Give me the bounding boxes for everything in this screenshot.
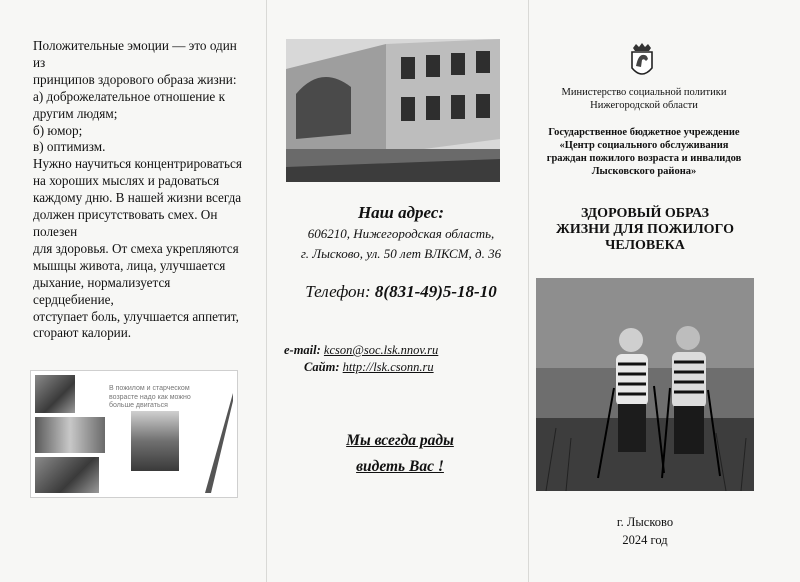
collage-caption: В пожилом и старческом возрасте надо как можно больше двигаться <box>109 385 191 409</box>
collage-photo-2 <box>35 417 105 453</box>
text-line: б) юмор; <box>33 122 83 138</box>
text-line: каждому дню. В нашей жизни всегда <box>33 190 242 206</box>
organization-name: Государственное бюджетное учреждение «Центр социального обслуживания граждан пожилого возраста и инвалидов Лысковского района» <box>546 127 742 177</box>
email-row <box>284 342 524 359</box>
phone <box>266 282 536 302</box>
welcome-line-1: Мы всегда рады <box>346 432 454 449</box>
city-and-year <box>580 513 710 549</box>
positive-emotions-text <box>33 38 253 342</box>
text-line: мышцы живота, лица, улучшается <box>33 257 226 273</box>
collage-photo-3 <box>35 457 99 493</box>
building-photo <box>286 39 500 182</box>
collage-stripe <box>205 393 233 493</box>
email-link[interactable]: kcson@soc.lsk.nnov.ru <box>323 343 439 357</box>
email-label: e-mail: <box>284 343 324 357</box>
brochure-title: ЗДОРОВЫЙ ОБРАЗ ЖИЗНИ ДЛЯ ПОЖИЛОГО ЧЕЛОВЕКА <box>555 206 734 253</box>
text-line: отступает боль, улучшается аппетит, <box>33 308 239 324</box>
coat-of-arms-icon <box>627 42 657 82</box>
phone-number[interactable]: 8(831-49)5-18-10 <box>374 282 497 301</box>
city: г. Лысково <box>616 515 674 529</box>
site-label: Сайт: <box>304 360 343 374</box>
text-line: Нужно научиться концентрироваться <box>33 156 242 172</box>
left-panel <box>0 0 266 582</box>
text-line: другим людям; <box>33 105 118 121</box>
address-line-1: 606210, Нижегородская область, <box>307 226 495 241</box>
text-line: для здоровья. От смеха укрепляются <box>33 240 239 256</box>
collage-photo-4 <box>131 411 179 471</box>
site-row <box>284 359 524 376</box>
text-line: в) оптимизм. <box>33 139 106 155</box>
welcome-line-2: видеть Вас ! <box>356 458 444 475</box>
ministry-name: Министерство социальной политики Нижегородской области <box>561 87 727 111</box>
exercise-collage-image <box>30 370 238 498</box>
text-line: Положительные эмоции — это один <box>33 38 237 53</box>
address-title: Наш адрес: <box>357 203 445 222</box>
text-line: сердцебиение, <box>33 291 114 307</box>
text-line: сгорают калории. <box>33 325 132 341</box>
text-line: полезен <box>33 223 78 239</box>
contacts <box>284 342 524 376</box>
year: 2024 год <box>622 533 668 547</box>
text-line: а) доброжелательное отношение к <box>33 88 225 104</box>
text-line: из <box>33 54 46 70</box>
site-link[interactable]: http://lsk.csonn.ru <box>342 360 434 374</box>
collage-photo-1 <box>35 375 75 413</box>
text-line: дыхание, нормализуется <box>33 274 171 290</box>
text-line: принципов здорового образа жизни: <box>33 71 237 87</box>
welcome-message <box>300 428 500 480</box>
nordic-walking-photo <box>536 278 754 491</box>
text-line: должен присутствовать смех. Он <box>33 207 218 223</box>
phone-label: Телефон: <box>305 282 375 301</box>
address-line-2: г. Лысково, ул. 50 лет ВЛКСМ, д. 36 <box>300 246 502 261</box>
text-line: на хороших мыслях и радоваться <box>33 173 220 189</box>
